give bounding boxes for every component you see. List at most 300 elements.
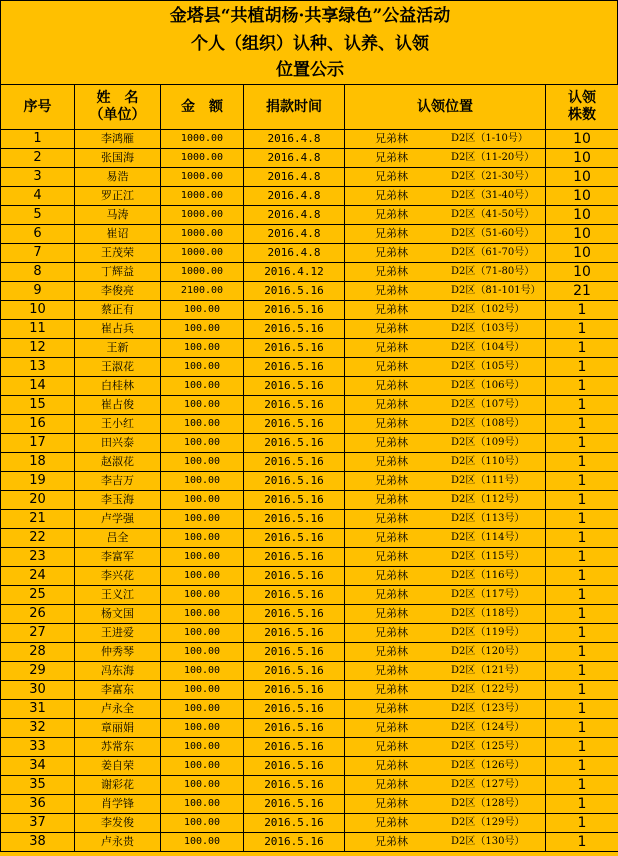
row-amount: 100.00 bbox=[161, 757, 244, 776]
row-amount: 100.00 bbox=[161, 586, 244, 605]
row-location bbox=[345, 681, 546, 700]
document-subtitle: 个人（组织）认种、认养、认领 bbox=[191, 34, 429, 54]
row-count: 1 bbox=[546, 396, 618, 415]
table-header-row bbox=[1, 85, 618, 130]
row-zone: D2区（126号） bbox=[451, 760, 525, 771]
row-count: 1 bbox=[546, 605, 618, 624]
row-zone: D2区（117号） bbox=[451, 589, 525, 600]
row-name: 崔占俊 bbox=[75, 396, 161, 415]
row-amount: 1000.00 bbox=[161, 263, 244, 282]
row-amount: 100.00 bbox=[161, 301, 244, 320]
row-count: 1 bbox=[546, 833, 618, 852]
row-location bbox=[345, 130, 546, 149]
row-name: 白桂林 bbox=[75, 377, 161, 396]
row-location bbox=[345, 377, 546, 396]
row-name: 姜自荣 bbox=[75, 757, 161, 776]
row-zone: D2区（109号） bbox=[451, 437, 525, 448]
header-date: 捐款时间 bbox=[244, 85, 345, 130]
row-date: 2016.5.16 bbox=[244, 700, 345, 719]
row-date: 2016.4.8 bbox=[244, 244, 345, 263]
row-forest: 兄弟林 bbox=[375, 455, 408, 468]
row-location bbox=[345, 244, 546, 263]
row-name: 罗正江 bbox=[75, 187, 161, 206]
row-seq: 31 bbox=[1, 700, 75, 719]
table-row bbox=[1, 662, 618, 681]
row-name: 李兴花 bbox=[75, 567, 161, 586]
row-amount: 1000.00 bbox=[161, 168, 244, 187]
row-name: 赵淑花 bbox=[75, 453, 161, 472]
row-name: 杨文国 bbox=[75, 605, 161, 624]
row-forest: 兄弟林 bbox=[375, 588, 408, 601]
row-amount: 100.00 bbox=[161, 396, 244, 415]
row-amount: 100.00 bbox=[161, 358, 244, 377]
row-seq: 22 bbox=[1, 529, 75, 548]
row-location bbox=[345, 187, 546, 206]
table-row bbox=[1, 434, 618, 453]
row-location bbox=[345, 833, 546, 852]
row-location bbox=[345, 396, 546, 415]
row-zone: D2区（107号） bbox=[451, 399, 525, 410]
row-location bbox=[345, 624, 546, 643]
row-date: 2016.5.16 bbox=[244, 320, 345, 339]
row-amount: 100.00 bbox=[161, 795, 244, 814]
row-amount: 1000.00 bbox=[161, 225, 244, 244]
row-seq: 26 bbox=[1, 605, 75, 624]
row-date: 2016.5.16 bbox=[244, 719, 345, 738]
header-name-line2: （单位） bbox=[89, 107, 146, 123]
row-date: 2016.5.16 bbox=[244, 624, 345, 643]
row-location bbox=[345, 548, 546, 567]
row-count: 1 bbox=[546, 738, 618, 757]
row-zone: D2区（11-20号） bbox=[451, 152, 535, 163]
row-amount: 100.00 bbox=[161, 681, 244, 700]
row-amount: 100.00 bbox=[161, 643, 244, 662]
row-location bbox=[345, 510, 546, 529]
table-row bbox=[1, 358, 618, 377]
document-title: 金塔县“共植胡杨·共享绿色”公益活动 bbox=[169, 6, 451, 26]
table-row bbox=[1, 548, 618, 567]
row-forest: 兄弟林 bbox=[375, 379, 408, 392]
row-zone: D2区（111号） bbox=[451, 475, 525, 486]
row-amount: 100.00 bbox=[161, 339, 244, 358]
row-zone: D2区（121号） bbox=[451, 665, 525, 676]
row-name: 王小红 bbox=[75, 415, 161, 434]
row-date: 2016.5.16 bbox=[244, 757, 345, 776]
table-row bbox=[1, 700, 618, 719]
row-location bbox=[345, 168, 546, 187]
row-forest: 兄弟林 bbox=[375, 607, 408, 620]
row-date: 2016.5.16 bbox=[244, 282, 345, 301]
row-forest: 兄弟林 bbox=[375, 322, 408, 335]
row-name: 李俊亮 bbox=[75, 282, 161, 301]
row-forest: 兄弟林 bbox=[375, 303, 408, 316]
row-count: 10 bbox=[546, 130, 618, 149]
table-row bbox=[1, 453, 618, 472]
table-row bbox=[1, 263, 618, 282]
row-forest: 兄弟林 bbox=[375, 512, 408, 525]
row-date: 2016.5.16 bbox=[244, 529, 345, 548]
table-row bbox=[1, 719, 618, 738]
header-seq: 序号 bbox=[1, 85, 75, 130]
row-date: 2016.5.16 bbox=[244, 586, 345, 605]
row-zone: D2区（124号） bbox=[451, 722, 525, 733]
row-location bbox=[345, 149, 546, 168]
row-count: 1 bbox=[546, 434, 618, 453]
row-forest: 兄弟林 bbox=[375, 835, 408, 848]
row-name: 蔡正有 bbox=[75, 301, 161, 320]
table-row bbox=[1, 624, 618, 643]
row-seq: 5 bbox=[1, 206, 75, 225]
row-count: 1 bbox=[546, 339, 618, 358]
row-forest: 兄弟林 bbox=[375, 759, 408, 772]
row-forest: 兄弟林 bbox=[375, 721, 408, 734]
table-row bbox=[1, 814, 618, 833]
row-zone: D2区（31-40号） bbox=[451, 190, 535, 201]
row-forest: 兄弟林 bbox=[375, 417, 408, 430]
table-row bbox=[1, 529, 618, 548]
row-amount: 100.00 bbox=[161, 320, 244, 339]
table-row bbox=[1, 225, 618, 244]
row-date: 2016.5.16 bbox=[244, 567, 345, 586]
row-zone: D2区（130号） bbox=[451, 836, 525, 847]
row-date: 2016.4.8 bbox=[244, 206, 345, 225]
row-count: 1 bbox=[546, 529, 618, 548]
row-count: 1 bbox=[546, 320, 618, 339]
table-row bbox=[1, 206, 618, 225]
row-zone: D2区（113号） bbox=[451, 513, 525, 524]
row-amount: 100.00 bbox=[161, 453, 244, 472]
row-zone: D2区（115号） bbox=[451, 551, 525, 562]
row-location bbox=[345, 434, 546, 453]
row-name: 章丽娟 bbox=[75, 719, 161, 738]
header-location: 认领位置 bbox=[345, 85, 546, 130]
row-location bbox=[345, 700, 546, 719]
row-name: 李吉万 bbox=[75, 472, 161, 491]
row-amount: 100.00 bbox=[161, 700, 244, 719]
row-location bbox=[345, 757, 546, 776]
row-date: 2016.5.16 bbox=[244, 434, 345, 453]
row-seq: 29 bbox=[1, 662, 75, 681]
donation-table bbox=[0, 84, 618, 852]
row-name: 卢永全 bbox=[75, 700, 161, 719]
row-name: 谢彩花 bbox=[75, 776, 161, 795]
row-forest: 兄弟林 bbox=[375, 740, 408, 753]
row-count: 1 bbox=[546, 662, 618, 681]
row-seq: 6 bbox=[1, 225, 75, 244]
row-forest: 兄弟林 bbox=[375, 493, 408, 506]
row-count: 10 bbox=[546, 244, 618, 263]
row-name: 王新 bbox=[75, 339, 161, 358]
row-amount: 100.00 bbox=[161, 567, 244, 586]
row-amount: 1000.00 bbox=[161, 130, 244, 149]
row-seq: 10 bbox=[1, 301, 75, 320]
row-name: 马涛 bbox=[75, 206, 161, 225]
header-amount: 金 额 bbox=[161, 85, 244, 130]
row-count: 21 bbox=[546, 282, 618, 301]
table-row bbox=[1, 757, 618, 776]
row-date: 2016.5.16 bbox=[244, 662, 345, 681]
row-location bbox=[345, 415, 546, 434]
row-forest: 兄弟林 bbox=[375, 341, 408, 354]
row-amount: 1000.00 bbox=[161, 149, 244, 168]
row-amount: 100.00 bbox=[161, 377, 244, 396]
row-forest: 兄弟林 bbox=[375, 151, 408, 164]
row-date: 2016.5.16 bbox=[244, 814, 345, 833]
row-location bbox=[345, 719, 546, 738]
row-count: 10 bbox=[546, 187, 618, 206]
table-row bbox=[1, 643, 618, 662]
row-seq: 34 bbox=[1, 757, 75, 776]
row-name: 崔占兵 bbox=[75, 320, 161, 339]
row-amount: 100.00 bbox=[161, 472, 244, 491]
row-date: 2016.4.8 bbox=[244, 225, 345, 244]
row-name: 仲秀琴 bbox=[75, 643, 161, 662]
row-zone: D2区（110号） bbox=[451, 456, 525, 467]
row-seq: 33 bbox=[1, 738, 75, 757]
row-count: 10 bbox=[546, 263, 618, 282]
table-row bbox=[1, 187, 618, 206]
row-seq: 38 bbox=[1, 833, 75, 852]
row-forest: 兄弟林 bbox=[375, 797, 408, 810]
row-count: 1 bbox=[546, 700, 618, 719]
row-name: 卢永贵 bbox=[75, 833, 161, 852]
row-forest: 兄弟林 bbox=[375, 398, 408, 411]
header-name bbox=[75, 85, 161, 130]
row-amount: 1000.00 bbox=[161, 244, 244, 263]
row-count: 1 bbox=[546, 795, 618, 814]
row-location bbox=[345, 453, 546, 472]
row-name: 王义江 bbox=[75, 586, 161, 605]
row-name: 肖学锋 bbox=[75, 795, 161, 814]
row-date: 2016.5.16 bbox=[244, 339, 345, 358]
table-row bbox=[1, 282, 618, 301]
row-date: 2016.4.8 bbox=[244, 130, 345, 149]
table-row bbox=[1, 510, 618, 529]
table-row bbox=[1, 377, 618, 396]
row-amount: 100.00 bbox=[161, 833, 244, 852]
row-count: 10 bbox=[546, 168, 618, 187]
row-date: 2016.5.16 bbox=[244, 301, 345, 320]
row-amount: 100.00 bbox=[161, 434, 244, 453]
row-seq: 35 bbox=[1, 776, 75, 795]
row-seq: 25 bbox=[1, 586, 75, 605]
row-name: 丁辉益 bbox=[75, 263, 161, 282]
table-row bbox=[1, 130, 618, 149]
row-zone: D2区（129号） bbox=[451, 817, 525, 828]
row-zone: D2区（103号） bbox=[451, 323, 525, 334]
row-seq: 4 bbox=[1, 187, 75, 206]
row-zone: D2区（123号） bbox=[451, 703, 525, 714]
row-count: 1 bbox=[546, 776, 618, 795]
row-forest: 兄弟林 bbox=[375, 664, 408, 677]
row-date: 2016.4.8 bbox=[244, 168, 345, 187]
row-count: 1 bbox=[546, 719, 618, 738]
row-forest: 兄弟林 bbox=[375, 626, 408, 639]
row-seq: 12 bbox=[1, 339, 75, 358]
row-zone: D2区（112号） bbox=[451, 494, 525, 505]
row-date: 2016.5.16 bbox=[244, 833, 345, 852]
row-forest: 兄弟林 bbox=[375, 227, 408, 240]
row-count: 1 bbox=[546, 643, 618, 662]
row-zone: D2区（102号） bbox=[451, 304, 525, 315]
row-amount: 100.00 bbox=[161, 548, 244, 567]
row-forest: 兄弟林 bbox=[375, 265, 408, 278]
row-seq: 27 bbox=[1, 624, 75, 643]
row-zone: D2区（114号） bbox=[451, 532, 525, 543]
row-seq: 1 bbox=[1, 130, 75, 149]
row-name: 苏常东 bbox=[75, 738, 161, 757]
row-forest: 兄弟林 bbox=[375, 474, 408, 487]
row-date: 2016.5.16 bbox=[244, 776, 345, 795]
table-row bbox=[1, 396, 618, 415]
row-date: 2016.5.16 bbox=[244, 396, 345, 415]
row-forest: 兄弟林 bbox=[375, 645, 408, 658]
row-location bbox=[345, 472, 546, 491]
row-date: 2016.5.16 bbox=[244, 605, 345, 624]
row-name: 卢学强 bbox=[75, 510, 161, 529]
row-seq: 17 bbox=[1, 434, 75, 453]
row-name: 张国海 bbox=[75, 149, 161, 168]
row-forest: 兄弟林 bbox=[375, 208, 408, 221]
table-row bbox=[1, 738, 618, 757]
row-name: 王淑花 bbox=[75, 358, 161, 377]
row-forest: 兄弟林 bbox=[375, 189, 408, 202]
row-seq: 20 bbox=[1, 491, 75, 510]
row-date: 2016.5.16 bbox=[244, 681, 345, 700]
row-forest: 兄弟林 bbox=[375, 531, 408, 544]
row-count: 1 bbox=[546, 757, 618, 776]
row-seq: 37 bbox=[1, 814, 75, 833]
row-date: 2016.5.16 bbox=[244, 510, 345, 529]
table-row bbox=[1, 320, 618, 339]
row-count: 10 bbox=[546, 206, 618, 225]
row-count: 1 bbox=[546, 472, 618, 491]
row-amount: 100.00 bbox=[161, 491, 244, 510]
row-amount: 100.00 bbox=[161, 738, 244, 757]
row-seq: 15 bbox=[1, 396, 75, 415]
row-location bbox=[345, 225, 546, 244]
row-count: 1 bbox=[546, 453, 618, 472]
row-zone: D2区（106号） bbox=[451, 380, 525, 391]
row-name: 李富军 bbox=[75, 548, 161, 567]
row-name: 吕全 bbox=[75, 529, 161, 548]
row-zone: D2区（104号） bbox=[451, 342, 525, 353]
row-name: 崔诏 bbox=[75, 225, 161, 244]
header-count-line2: 株数 bbox=[568, 107, 596, 123]
row-forest: 兄弟林 bbox=[375, 360, 408, 373]
row-date: 2016.4.8 bbox=[244, 187, 345, 206]
row-date: 2016.4.12 bbox=[244, 263, 345, 282]
row-seq: 24 bbox=[1, 567, 75, 586]
row-forest: 兄弟林 bbox=[375, 132, 408, 145]
row-zone: D2区（122号） bbox=[451, 684, 525, 695]
row-forest: 兄弟林 bbox=[375, 246, 408, 259]
table-row bbox=[1, 586, 618, 605]
row-count: 1 bbox=[546, 358, 618, 377]
row-zone: D2区（118号） bbox=[451, 608, 525, 619]
row-amount: 100.00 bbox=[161, 719, 244, 738]
row-count: 1 bbox=[546, 377, 618, 396]
row-count: 1 bbox=[546, 301, 618, 320]
row-date: 2016.5.16 bbox=[244, 377, 345, 396]
row-date: 2016.5.16 bbox=[244, 415, 345, 434]
row-location bbox=[345, 358, 546, 377]
row-zone: D2区（108号） bbox=[451, 418, 525, 429]
row-count: 1 bbox=[546, 814, 618, 833]
table-row bbox=[1, 301, 618, 320]
table-row bbox=[1, 168, 618, 187]
row-seq: 8 bbox=[1, 263, 75, 282]
row-seq: 28 bbox=[1, 643, 75, 662]
row-seq: 3 bbox=[1, 168, 75, 187]
row-seq: 11 bbox=[1, 320, 75, 339]
row-date: 2016.5.16 bbox=[244, 453, 345, 472]
row-forest: 兄弟林 bbox=[375, 170, 408, 183]
row-name: 田兴泰 bbox=[75, 434, 161, 453]
row-amount: 100.00 bbox=[161, 605, 244, 624]
row-name: 王茂荣 bbox=[75, 244, 161, 263]
table-row bbox=[1, 149, 618, 168]
row-location bbox=[345, 662, 546, 681]
row-location bbox=[345, 339, 546, 358]
row-amount: 1000.00 bbox=[161, 206, 244, 225]
row-zone: D2区（125号） bbox=[451, 741, 525, 752]
row-location bbox=[345, 738, 546, 757]
row-amount: 2100.00 bbox=[161, 282, 244, 301]
row-seq: 30 bbox=[1, 681, 75, 700]
header-name-line1: 姓 名 bbox=[96, 90, 139, 106]
header-count bbox=[546, 85, 618, 130]
row-location bbox=[345, 643, 546, 662]
row-zone: D2区（81-101号） bbox=[451, 285, 541, 296]
row-seq: 13 bbox=[1, 358, 75, 377]
row-forest: 兄弟林 bbox=[375, 569, 408, 582]
row-zone: D2区（127号） bbox=[451, 779, 525, 790]
title-block bbox=[0, 0, 618, 84]
row-forest: 兄弟林 bbox=[375, 683, 408, 696]
table-row bbox=[1, 833, 618, 852]
row-date: 2016.5.16 bbox=[244, 738, 345, 757]
row-amount: 100.00 bbox=[161, 776, 244, 795]
row-forest: 兄弟林 bbox=[375, 778, 408, 791]
row-amount: 1000.00 bbox=[161, 187, 244, 206]
row-date: 2016.5.16 bbox=[244, 491, 345, 510]
row-count: 1 bbox=[546, 491, 618, 510]
row-zone: D2区（41-50号） bbox=[451, 209, 535, 220]
row-seq: 16 bbox=[1, 415, 75, 434]
row-seq: 36 bbox=[1, 795, 75, 814]
table-row bbox=[1, 491, 618, 510]
row-date: 2016.5.16 bbox=[244, 358, 345, 377]
table-row bbox=[1, 244, 618, 263]
table-row bbox=[1, 339, 618, 358]
row-count: 1 bbox=[546, 415, 618, 434]
row-location bbox=[345, 206, 546, 225]
header-count-line1: 认领 bbox=[568, 90, 596, 106]
row-location bbox=[345, 814, 546, 833]
row-zone: D2区（71-80号） bbox=[451, 266, 535, 277]
row-seq: 19 bbox=[1, 472, 75, 491]
row-name: 李发俊 bbox=[75, 814, 161, 833]
row-seq: 18 bbox=[1, 453, 75, 472]
row-amount: 100.00 bbox=[161, 662, 244, 681]
row-amount: 100.00 bbox=[161, 529, 244, 548]
row-seq: 7 bbox=[1, 244, 75, 263]
row-location bbox=[345, 776, 546, 795]
row-forest: 兄弟林 bbox=[375, 284, 408, 297]
row-name: 冯东海 bbox=[75, 662, 161, 681]
table-row bbox=[1, 681, 618, 700]
